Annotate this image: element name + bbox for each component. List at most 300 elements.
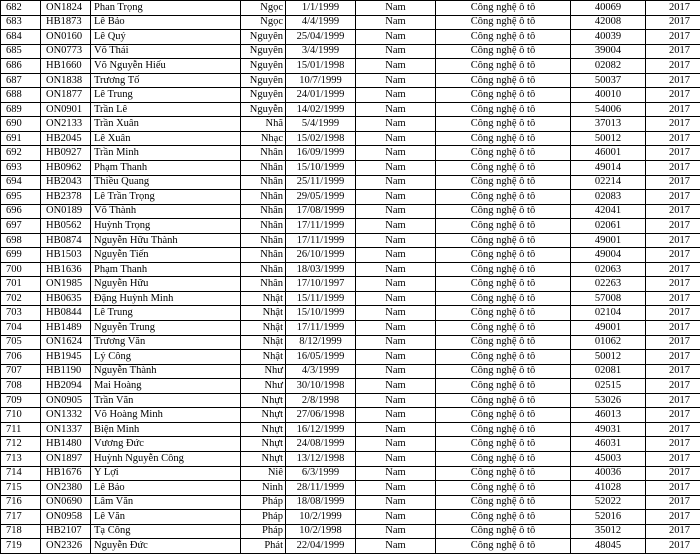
family-name-cell: Trần Lê [91,102,241,117]
exam-number-cell: 50037 [571,73,646,88]
table-row [1,175,700,190]
gender-cell: Nam [356,233,436,248]
row-number-cell: 709 [1,393,41,408]
exam-number-cell: 35012 [571,524,646,539]
family-name-cell: Vương Đức [91,437,241,452]
student-code-cell: ON0905 [41,393,91,408]
year-cell: 2017 [646,291,700,306]
gender-cell: Nam [356,539,436,554]
year-cell: 2017 [646,539,700,554]
major-cell: Công nghệ ô tô [436,481,571,496]
gender-cell: Nam [356,88,436,103]
table-row [1,350,700,365]
student-code-cell: HB0635 [41,291,91,306]
year-cell: 2017 [646,262,700,277]
student-code-cell: HB1503 [41,248,91,263]
birth-date-cell: 10/2/1998 [286,524,356,539]
exam-number-cell: 50012 [571,131,646,146]
table-row [1,1,700,16]
family-name-cell: Y Lợi [91,466,241,481]
family-name-cell: Trương Tố [91,73,241,88]
table-row [1,44,700,59]
year-cell: 2017 [646,204,700,219]
exam-number-cell: 02104 [571,306,646,321]
row-number-cell: 682 [1,1,41,16]
row-number-cell: 719 [1,539,41,554]
given-name-cell: Nhật [241,350,286,365]
exam-number-cell: 42008 [571,15,646,30]
table-row [1,73,700,88]
student-code-cell: HB2043 [41,175,91,190]
row-number-cell: 694 [1,175,41,190]
exam-number-cell: 46001 [571,146,646,161]
family-name-cell: Nguyễn Thành [91,364,241,379]
major-cell: Công nghệ ô tô [436,233,571,248]
year-cell: 2017 [646,59,700,74]
given-name-cell: Như [241,364,286,379]
row-number-cell: 717 [1,510,41,525]
row-number-cell: 718 [1,524,41,539]
row-number-cell: 712 [1,437,41,452]
major-cell: Công nghệ ô tô [436,88,571,103]
row-number-cell: 691 [1,131,41,146]
year-cell: 2017 [646,350,700,365]
family-name-cell: Trương Văn [91,335,241,350]
birth-date-cell: 25/11/1999 [286,175,356,190]
gender-cell: Nam [356,204,436,219]
exam-number-cell: 40010 [571,88,646,103]
gender-cell: Nam [356,350,436,365]
major-cell: Công nghệ ô tô [436,131,571,146]
gender-cell: Nam [356,30,436,45]
birth-date-cell: 17/10/1997 [286,277,356,292]
birth-date-cell: 15/10/1999 [286,161,356,176]
given-name-cell: Nhân [241,248,286,263]
row-number-cell: 702 [1,291,41,306]
birth-date-cell: 17/11/1999 [286,219,356,234]
row-number-cell: 698 [1,233,41,248]
birth-date-cell: 8/12/1999 [286,335,356,350]
birth-date-cell: 16/12/1999 [286,422,356,437]
family-name-cell: Biện Minh [91,422,241,437]
row-number-cell: 700 [1,262,41,277]
major-cell: Công nghệ ô tô [436,291,571,306]
exam-number-cell: 49001 [571,233,646,248]
given-name-cell: Niê [241,466,286,481]
table-row [1,379,700,394]
year-cell: 2017 [646,30,700,45]
row-number-cell: 695 [1,190,41,205]
exam-number-cell: 41028 [571,481,646,496]
student-code-cell: ON2326 [41,539,91,554]
gender-cell: Nam [356,466,436,481]
student-code-cell: ON1824 [41,1,91,16]
student-code-cell: HB0844 [41,306,91,321]
birth-date-cell: 18/03/1999 [286,262,356,277]
birth-date-cell: 6/3/1999 [286,466,356,481]
table-row [1,364,700,379]
family-name-cell: Lâm Văn [91,495,241,510]
student-code-cell: ON0160 [41,30,91,45]
given-name-cell: Nhựt [241,393,286,408]
given-name-cell: Nhã [241,117,286,132]
student-code-cell: HB1636 [41,262,91,277]
table-row [1,451,700,466]
table-row [1,481,700,496]
student-code-cell: HB0927 [41,146,91,161]
row-number-cell: 699 [1,248,41,263]
exam-number-cell: 40069 [571,1,646,16]
year-cell: 2017 [646,131,700,146]
family-name-cell: Lê Quý [91,30,241,45]
table-row [1,117,700,132]
exam-number-cell: 40036 [571,466,646,481]
table-body [1,1,700,554]
major-cell: Công nghệ ô tô [436,379,571,394]
student-code-cell: HB1676 [41,466,91,481]
family-name-cell: Võ Thái [91,44,241,59]
table-row [1,335,700,350]
birth-date-cell: 4/4/1999 [286,15,356,30]
major-cell: Công nghệ ô tô [436,408,571,423]
row-number-cell: 714 [1,466,41,481]
major-cell: Công nghệ ô tô [436,30,571,45]
family-name-cell: Lê Trần Trọng [91,190,241,205]
given-name-cell: Nhựt [241,451,286,466]
major-cell: Công nghệ ô tô [436,219,571,234]
year-cell: 2017 [646,219,700,234]
student-code-cell: ON1332 [41,408,91,423]
gender-cell: Nam [356,306,436,321]
given-name-cell: Nhân [241,277,286,292]
year-cell: 2017 [646,88,700,103]
family-name-cell: Trần Xuân [91,117,241,132]
year-cell: 2017 [646,481,700,496]
major-cell: Công nghệ ô tô [436,262,571,277]
given-name-cell: Nhựt [241,408,286,423]
exam-number-cell: 02083 [571,190,646,205]
student-code-cell: ON1877 [41,88,91,103]
exam-number-cell: 40039 [571,30,646,45]
given-name-cell: Pháp [241,495,286,510]
given-name-cell: Nhật [241,306,286,321]
family-name-cell: Võ Nguyễn Hiếu [91,59,241,74]
table-row [1,437,700,452]
row-number-cell: 697 [1,219,41,234]
table-row [1,190,700,205]
gender-cell: Nam [356,248,436,263]
student-code-cell: ON0189 [41,204,91,219]
exam-number-cell: 50012 [571,350,646,365]
family-name-cell: Phạm Thanh [91,262,241,277]
major-cell: Công nghệ ô tô [436,73,571,88]
birth-date-cell: 26/10/1999 [286,248,356,263]
family-name-cell: Thiều Quang [91,175,241,190]
exam-number-cell: 48045 [571,539,646,554]
exam-number-cell: 52022 [571,495,646,510]
gender-cell: Nam [356,524,436,539]
exam-number-cell: 53026 [571,393,646,408]
given-name-cell: Nguyên [241,59,286,74]
table-row [1,524,700,539]
family-name-cell: Võ Hoàng Minh [91,408,241,423]
gender-cell: Nam [356,277,436,292]
given-name-cell: Ngọc [241,15,286,30]
family-name-cell: Lý Công [91,350,241,365]
family-name-cell: Lê Bảo [91,481,241,496]
given-name-cell: Nhân [241,233,286,248]
exam-number-cell: 45003 [571,451,646,466]
family-name-cell: Phan Trọng [91,1,241,16]
birth-date-cell: 22/04/1999 [286,539,356,554]
major-cell: Công nghệ ô tô [436,248,571,263]
row-number-cell: 693 [1,161,41,176]
year-cell: 2017 [646,393,700,408]
given-name-cell: Nguyên [241,73,286,88]
major-cell: Công nghệ ô tô [436,175,571,190]
gender-cell: Nam [356,437,436,452]
year-cell: 2017 [646,102,700,117]
major-cell: Công nghệ ô tô [436,59,571,74]
student-code-cell: HB1480 [41,437,91,452]
birth-date-cell: 14/02/1999 [286,102,356,117]
row-number-cell: 716 [1,495,41,510]
given-name-cell: Nhựt [241,422,286,437]
family-name-cell: Trần Văn [91,393,241,408]
major-cell: Công nghệ ô tô [436,335,571,350]
major-cell: Công nghệ ô tô [436,190,571,205]
given-name-cell: Ngọc [241,1,286,16]
student-code-cell: ON2133 [41,117,91,132]
table-row [1,495,700,510]
exam-number-cell: 02214 [571,175,646,190]
birth-date-cell: 10/2/1999 [286,510,356,525]
given-name-cell: Nhân [241,146,286,161]
gender-cell: Nam [356,379,436,394]
student-code-cell: ON1337 [41,422,91,437]
table-row [1,146,700,161]
gender-cell: Nam [356,102,436,117]
major-cell: Công nghệ ô tô [436,146,571,161]
major-cell: Công nghệ ô tô [436,466,571,481]
table-row [1,131,700,146]
year-cell: 2017 [646,15,700,30]
major-cell: Công nghệ ô tô [436,350,571,365]
major-cell: Công nghệ ô tô [436,510,571,525]
gender-cell: Nam [356,364,436,379]
gender-cell: Nam [356,175,436,190]
birth-date-cell: 13/12/1998 [286,451,356,466]
table-row [1,408,700,423]
family-name-cell: Phạm Thanh [91,161,241,176]
family-name-cell: Lê Văn [91,510,241,525]
exam-number-cell: 46013 [571,408,646,423]
gender-cell: Nam [356,73,436,88]
birth-date-cell: 16/05/1999 [286,350,356,365]
row-number-cell: 686 [1,59,41,74]
student-code-cell: HB0962 [41,161,91,176]
table-row [1,204,700,219]
row-number-cell: 692 [1,146,41,161]
year-cell: 2017 [646,117,700,132]
student-code-cell: ON1624 [41,335,91,350]
row-number-cell: 688 [1,88,41,103]
birth-date-cell: 15/02/1998 [286,131,356,146]
given-name-cell: Nhân [241,204,286,219]
table-row [1,393,700,408]
gender-cell: Nam [356,219,436,234]
student-code-cell: HB1660 [41,59,91,74]
major-cell: Công nghệ ô tô [436,321,571,336]
major-cell: Công nghệ ô tô [436,44,571,59]
student-code-cell: HB1945 [41,350,91,365]
row-number-cell: 704 [1,321,41,336]
year-cell: 2017 [646,408,700,423]
gender-cell: Nam [356,161,436,176]
family-name-cell: Nguyễn Hữu [91,277,241,292]
student-code-cell: ON1838 [41,73,91,88]
major-cell: Công nghệ ô tô [436,422,571,437]
row-number-cell: 696 [1,204,41,219]
given-name-cell: Nhựt [241,437,286,452]
gender-cell: Nam [356,59,436,74]
gender-cell: Nam [356,510,436,525]
given-name-cell: Pháp [241,510,286,525]
given-name-cell: Pháp [241,524,286,539]
exam-number-cell: 37013 [571,117,646,132]
row-number-cell: 708 [1,379,41,394]
birth-date-cell: 17/11/1999 [286,321,356,336]
table-row [1,466,700,481]
row-number-cell: 711 [1,422,41,437]
exam-number-cell: 54006 [571,102,646,117]
year-cell: 2017 [646,146,700,161]
table-row [1,291,700,306]
year-cell: 2017 [646,321,700,336]
birth-date-cell: 24/08/1999 [286,437,356,452]
gender-cell: Nam [356,422,436,437]
major-cell: Công nghệ ô tô [436,524,571,539]
birth-date-cell: 18/08/1999 [286,495,356,510]
major-cell: Công nghệ ô tô [436,102,571,117]
gender-cell: Nam [356,481,436,496]
birth-date-cell: 1/1/1999 [286,1,356,16]
given-name-cell: Nguyễn [241,102,286,117]
year-cell: 2017 [646,44,700,59]
year-cell: 2017 [646,437,700,452]
row-number-cell: 710 [1,408,41,423]
exam-number-cell: 02081 [571,364,646,379]
gender-cell: Nam [356,451,436,466]
family-name-cell: Mai Hoàng [91,379,241,394]
major-cell: Công nghệ ô tô [436,161,571,176]
year-cell: 2017 [646,466,700,481]
student-code-cell: HB0562 [41,219,91,234]
gender-cell: Nam [356,44,436,59]
exam-number-cell: 01062 [571,335,646,350]
row-number-cell: 706 [1,350,41,365]
birth-date-cell: 24/01/1999 [286,88,356,103]
table-row [1,102,700,117]
major-cell: Công nghệ ô tô [436,437,571,452]
row-number-cell: 684 [1,30,41,45]
exam-number-cell: 49014 [571,161,646,176]
gender-cell: Nam [356,335,436,350]
year-cell: 2017 [646,175,700,190]
major-cell: Công nghệ ô tô [436,364,571,379]
given-name-cell: Nguyên [241,30,286,45]
birth-date-cell: 10/7/1999 [286,73,356,88]
student-code-cell: HB2094 [41,379,91,394]
birth-date-cell: 27/06/1998 [286,408,356,423]
given-name-cell: Ninh [241,481,286,496]
row-number-cell: 715 [1,481,41,496]
student-code-cell: HB1489 [41,321,91,336]
row-number-cell: 713 [1,451,41,466]
gender-cell: Nam [356,393,436,408]
major-cell: Công nghệ ô tô [436,117,571,132]
student-code-cell: ON0901 [41,102,91,117]
gender-cell: Nam [356,131,436,146]
table-row [1,161,700,176]
family-name-cell: Lê Bảo [91,15,241,30]
row-number-cell: 701 [1,277,41,292]
exam-number-cell: 02082 [571,59,646,74]
family-name-cell: Nguyễn Đức [91,539,241,554]
birth-date-cell: 25/04/1999 [286,30,356,45]
given-name-cell: Phát [241,539,286,554]
year-cell: 2017 [646,335,700,350]
year-cell: 2017 [646,422,700,437]
row-number-cell: 685 [1,44,41,59]
table-row [1,15,700,30]
family-name-cell: Huỳnh Nguyễn Công [91,451,241,466]
row-number-cell: 683 [1,15,41,30]
table-row [1,88,700,103]
birth-date-cell: 15/11/1999 [286,291,356,306]
given-name-cell: Nhật [241,321,286,336]
major-cell: Công nghệ ô tô [436,306,571,321]
exam-number-cell: 49031 [571,422,646,437]
student-code-cell: ON1985 [41,277,91,292]
year-cell: 2017 [646,524,700,539]
given-name-cell: Nhân [241,161,286,176]
birth-date-cell: 17/11/1999 [286,233,356,248]
table-row [1,539,700,554]
family-name-cell: Lê Trung [91,88,241,103]
birth-date-cell: 15/10/1999 [286,306,356,321]
gender-cell: Nam [356,408,436,423]
given-name-cell: Nhân [241,175,286,190]
birth-date-cell: 5/4/1999 [286,117,356,132]
year-cell: 2017 [646,277,700,292]
birth-date-cell: 3/4/1999 [286,44,356,59]
table-row [1,30,700,45]
family-name-cell: Nguyễn Hữu Thành [91,233,241,248]
exam-number-cell: 46031 [571,437,646,452]
birth-date-cell: 30/10/1998 [286,379,356,394]
given-name-cell: Nhạc [241,131,286,146]
gender-cell: Nam [356,146,436,161]
year-cell: 2017 [646,248,700,263]
student-code-cell: ON1897 [41,451,91,466]
family-name-cell: Nguyễn Tiến [91,248,241,263]
given-name-cell: Nhân [241,190,286,205]
exam-number-cell: 49004 [571,248,646,263]
family-name-cell: Huỳnh Trọng [91,219,241,234]
year-cell: 2017 [646,73,700,88]
table-row [1,59,700,74]
